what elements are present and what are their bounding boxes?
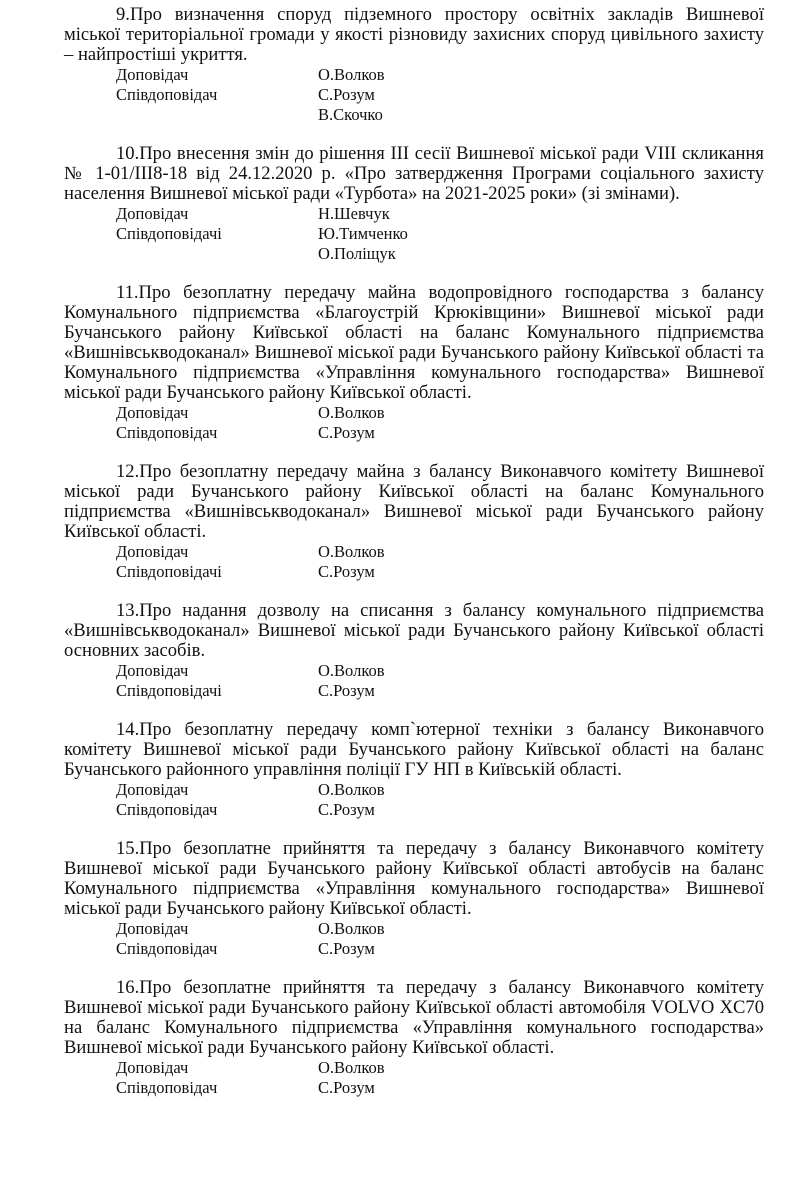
speaker-role xyxy=(64,105,316,125)
speaker-role: Доповідач xyxy=(116,403,189,422)
speaker-role: Доповідач xyxy=(116,204,189,223)
speaker-list xyxy=(64,204,764,264)
speaker-row xyxy=(64,244,764,264)
speaker-name: О.Волков xyxy=(318,542,385,561)
speaker-row xyxy=(64,562,764,582)
agenda-item-text: 11.Про безоплатну передачу майна водопровідного господарства з балансу Комунального підприємства «Благоустрій Крюківщини» Вишневої міської ради Бучанського району Київської області на баланс Комунального підприємства «Вишнівськводоканал» Вишневої міської ради Бучанського району Київської області та Комунального підприємства «Управління комунального господарства» Вишневої міської ради Бучанського району Київської області. xyxy=(64,282,764,403)
speaker-row xyxy=(64,800,764,820)
speaker-role: Співдоповідач xyxy=(116,85,218,104)
agenda-item-text: 13.Про надання дозволу на списання з балансу комунального підприємства «Вишнівськводоканал» Вишневої міської ради Бучанського району Київської області основних засобів. xyxy=(64,600,764,661)
speaker-row xyxy=(64,681,764,701)
speaker-name: О.Волков xyxy=(318,1058,385,1077)
speaker-name: О.Поліщук xyxy=(318,244,396,263)
agenda-item-text: 15.Про безоплатне прийняття та передачу з балансу Виконавчого комітету Вишневої міської ради Бучанського району Київської області автобусів на баланс Комунального підприємства «Управління комунального господарства» Вишневої міської ради Бучанського району Київської області. xyxy=(64,838,764,919)
agenda-item-text: 9.Про визначення споруд підземного простору освітніх закладів Вишневої міської територіальної громади у якості різновиду захисних споруд цивільного захисту – найпростіші укриття. xyxy=(64,4,764,65)
speaker-list xyxy=(64,542,764,582)
speaker-list xyxy=(64,661,764,701)
speaker-role: Доповідач xyxy=(116,780,189,799)
speaker-row xyxy=(64,1058,764,1078)
speaker-name: С.Розум xyxy=(318,939,375,958)
speaker-row xyxy=(64,780,764,800)
speaker-name: О.Волков xyxy=(318,661,385,680)
speaker-role: Співдоповідач xyxy=(116,800,218,819)
speaker-name: О.Волков xyxy=(318,780,385,799)
speaker-role: Співдоповідачі xyxy=(116,681,222,700)
speaker-list xyxy=(64,403,764,443)
speaker-role: Співдоповідачі xyxy=(116,562,222,581)
speaker-role: Співдоповідачі xyxy=(116,224,222,243)
speaker-name: О.Волков xyxy=(318,65,385,84)
speaker-name: С.Розум xyxy=(318,562,375,581)
speaker-role: Співдоповідач xyxy=(116,423,218,442)
speaker-name: С.Розум xyxy=(318,85,375,104)
speaker-row xyxy=(64,542,764,562)
speaker-list xyxy=(64,1058,764,1098)
speaker-row xyxy=(64,423,764,443)
agenda-item-text: 16.Про безоплатне прийняття та передачу з балансу Виконавчого комітету Вишневої міської ради Бучанського району Київської області автомобіля VOLVO XC70 на баланс Комунального підприємства «Управління комунального господарства» Вишневої міської ради Бучанського району Київської області. xyxy=(64,977,764,1058)
agenda-item-text: 12.Про безоплатну передачу майна з балансу Виконавчого комітету Вишневої міської ради Бучанського району Київської області на баланс Комунального підприємства «Вишнівськводоканал» Вишневої міської ради Бучанського району Київської області. xyxy=(64,461,764,542)
agenda-item-text: 10.Про внесення змін до рішення ІІІ сесії Вишневої міської ради VІІІ скликання № 1-01/ІІІ8-18 від 24.12.2020 р. «Про затвердження Програми соціального захисту населення Вишневої міської ради «Турбота» на 2021-2025 роки» (зі змінами). xyxy=(64,143,764,204)
agenda-item-16 xyxy=(64,978,764,1098)
speaker-row xyxy=(64,939,764,959)
speaker-name: Ю.Тимченко xyxy=(318,224,408,243)
agenda-item-9 xyxy=(64,5,764,125)
speaker-row xyxy=(64,403,764,423)
speaker-name: С.Розум xyxy=(318,1078,375,1097)
speaker-row xyxy=(64,204,764,224)
speaker-name: В.Скочко xyxy=(318,105,383,124)
speaker-name: Н.Шевчук xyxy=(318,204,390,223)
speaker-list xyxy=(64,65,764,125)
agenda-item-12 xyxy=(64,462,764,582)
speaker-row xyxy=(64,65,764,85)
speaker-list xyxy=(64,919,764,959)
speaker-role: Співдоповідач xyxy=(116,939,218,958)
speaker-row xyxy=(64,85,764,105)
speaker-name: С.Розум xyxy=(318,681,375,700)
speaker-row xyxy=(64,224,764,244)
speaker-role: Доповідач xyxy=(116,542,189,561)
speaker-role: Доповідач xyxy=(116,919,189,938)
speaker-row xyxy=(64,1078,764,1098)
speaker-role: Доповідач xyxy=(116,661,189,680)
agenda-item-text: 14.Про безоплатну передачу комп`ютерної техніки з балансу Виконавчого комітету Вишневої міської ради Бучанського району Київської області на баланс Бучанського районного управління поліції ГУ НП в Київській області. xyxy=(64,719,764,780)
speaker-role: Доповідач xyxy=(116,1058,189,1077)
speaker-row xyxy=(64,661,764,681)
speaker-name: С.Розум xyxy=(318,800,375,819)
agenda-item-13 xyxy=(64,601,764,701)
agenda-item-14 xyxy=(64,720,764,820)
speaker-name: О.Волков xyxy=(318,919,385,938)
speaker-role xyxy=(64,244,316,264)
speaker-name: О.Волков xyxy=(318,403,385,422)
speaker-list xyxy=(64,780,764,820)
agenda-item-10 xyxy=(64,144,764,264)
speaker-role: Доповідач xyxy=(116,65,189,84)
speaker-row xyxy=(64,919,764,939)
speaker-row xyxy=(64,105,764,125)
agenda-item-11 xyxy=(64,283,764,443)
agenda-item-15 xyxy=(64,839,764,959)
speaker-role: Співдоповідач xyxy=(116,1078,218,1097)
speaker-name: С.Розум xyxy=(318,423,375,442)
